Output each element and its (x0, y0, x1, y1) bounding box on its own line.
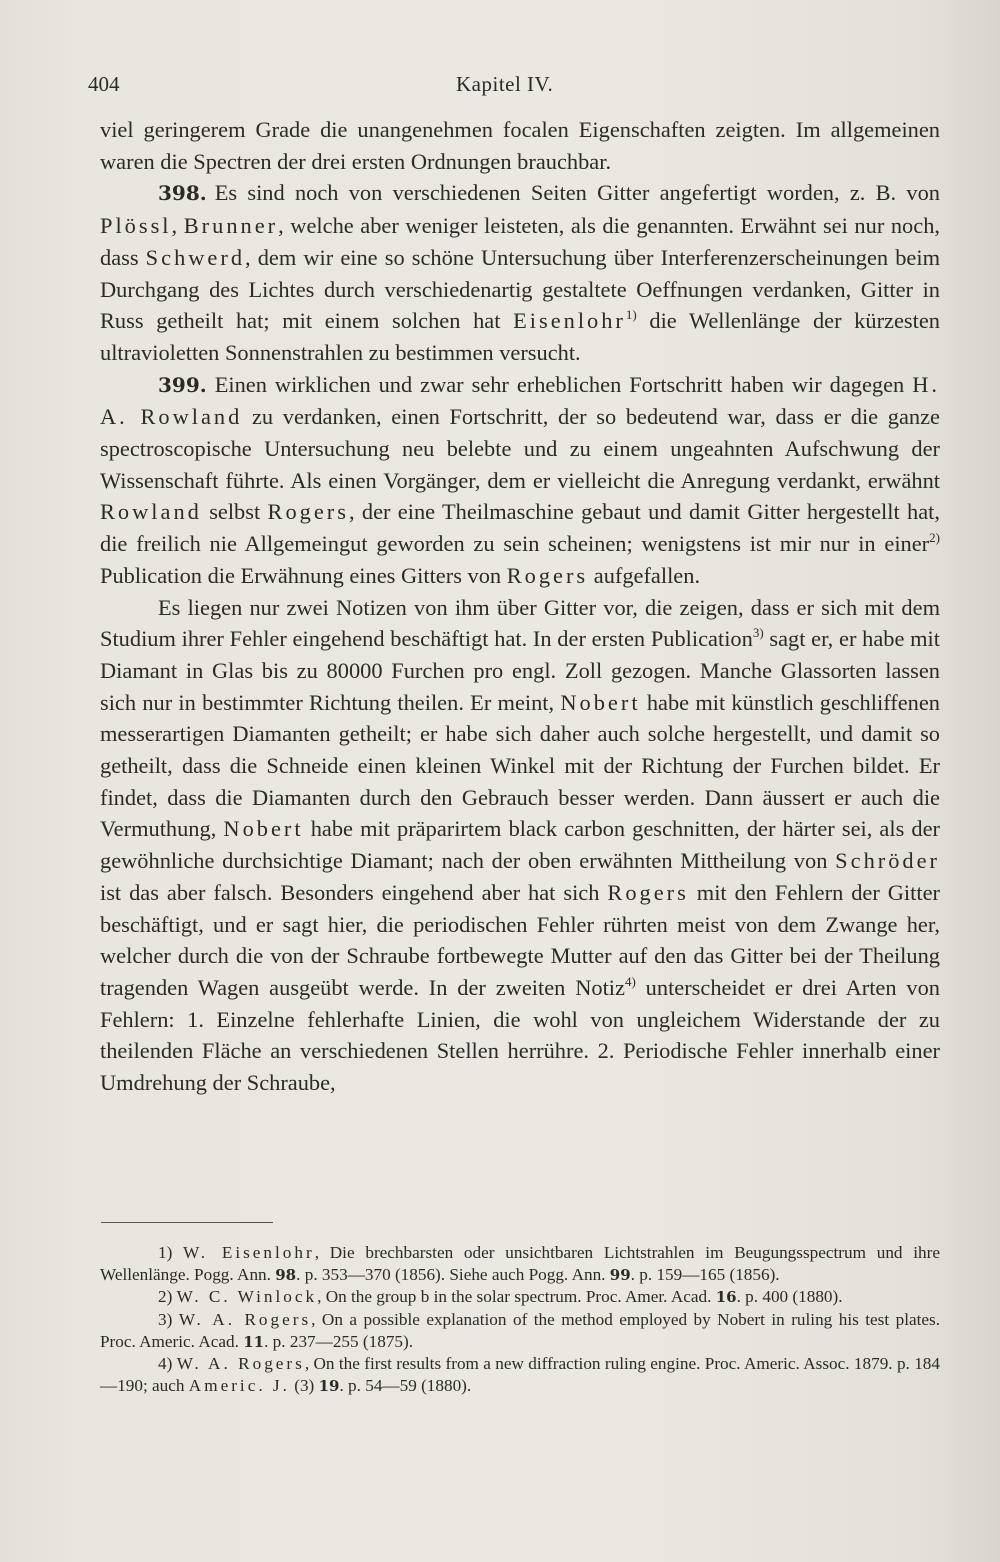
footnote-ref: 3) (752, 625, 764, 641)
page-header (88, 72, 948, 102)
footnote-ref: 1) (625, 307, 637, 323)
footnote: 2) W. C. Winlock, On the group b in the solar spectrum. Proc. Amer. Acad. 16. p. 400 (1880). (158, 1287, 843, 1307)
footnote: 4) W. A. Rogers, On the first results from a new diffraction ruling engine. Proc. Americ. Assoc. 1879. p. 184—190; auch Americ. J. (3) 19. p. 54—59 (1880). (100, 1354, 940, 1396)
author-name: Schwerd (145, 244, 246, 270)
footnote-divider (101, 1222, 273, 1223)
author-name: Plössl (100, 213, 172, 239)
footnote-author: W. A. Rogers (178, 1309, 312, 1329)
main-text (100, 114, 940, 1099)
author-name: Rowland (100, 499, 202, 525)
author-name: Rogers (607, 879, 689, 905)
author-name: H. A. Rowland (100, 371, 940, 430)
author-name: Nobert (223, 816, 304, 842)
running-head: Kapitel IV. (456, 72, 554, 96)
author-name: Nobert (560, 689, 641, 715)
journal-name: Americ. J. (188, 1376, 290, 1396)
footnote: 1) W. Eisenlohr, Die brechbarsten oder unsichtbaren Lichtstrahlen im Beugungsspectrum und ihre Wellenlänge. Pogg. Ann. 98. p. 353—370 (1856). Siehe auch Pogg. Ann. 99. p. 159—165 (1856). (100, 1243, 941, 1285)
volume-number: 11 (243, 1332, 265, 1351)
volume-number: 98 (275, 1266, 297, 1285)
footnotes (100, 1242, 940, 1397)
paragraph-398: 398. Es sind noch von verschiedenen Seiten Gitter angefertigt worden, z. B. von Plössl, Brunner, welche aber weniger leisteten, als die genannten. Erwähnt sei nur noch, dass Schwerd, dem wir eine so schöne Untersuchung über Interferenzerscheinungen beim Durchgang des Lichtes durch verschiedenartig gestaltete Oeffnungen verdanken, Gitter in Russ getheilt hat; mit einem solchen hat Eisenlohr$^{1)}$ die Wellenlänge der kürzesten ultravioletten Sonnenstrahlen zu bestimmen versucht. (100, 180, 940, 365)
author-name: Rogers (506, 562, 589, 588)
paragraph-continuation: viel geringerem Grade die unangenehmen focalen Eigenschaften zeigten. Im allgemeinen waren die Spectren der drei ersten Ordnungen brauchbar. (100, 117, 940, 174)
section-number: 399. (158, 372, 207, 397)
volume-number: 16 (715, 1288, 737, 1307)
author-name: Eisenlohr (513, 308, 626, 334)
volume-number: 19 (318, 1377, 340, 1396)
footnote-author: W. A. Rogers (176, 1354, 305, 1374)
footnote-author: W. Eisenlohr (183, 1243, 315, 1262)
footnote: 3) W. A. Rogers, On a possible explanation of the method employed by Nobert in ruling his test plates. Proc. Americ. Acad. 11. p. 237—255 (1875). (100, 1309, 940, 1351)
footnote-author: W. C. Winlock (176, 1287, 318, 1307)
section-number: 398. (158, 181, 207, 206)
author-name: Brunner (183, 213, 279, 239)
paragraph-rogers: Es liegen nur zwei Notizen von ihm über Gitter vor, die zeigen, dass er sich mit dem Studium ihrer Fehler eingehend beschäftigt hat. In der ersten Publication$^{3)}$ sagt er, er habe mit Diamant in Glas bis zu 80000 Furchen pro engl. Zoll gezogen. Manche Glassorten lassen sich nur in bestimmter Richtung theilen. Er meint, Nobert habe mit künstlich geschliffenen messerartigen Diamanten getheilt; er habe sich daher auch solche hergestellt, und damit so getheilt, dass die Schneide einen kleinen Winkel mit der Richtung der Furchen bildet. Er findet, dass die Diamanten durch den Gebrauch besser werden. Dann äussert er auch die Vermuthung, Nobert habe mit präparirtem black carbon geschnitten, der härter sei, als der gewöhnliche durchsichtige Diamant; nach der oben erwähnten Mittheilung von Schröder ist das aber falsch. Besonders eingehend aber hat sich Rogers mit den Fehlern der Gitter beschäftigt, und er sagt hier, die periodischen Fehler rührten meist von dem Zwange her, welcher durch die von der Schraube fortbewegte Mutter auf den das Gitter bei der Theilung tragenden Wagen ausgeübt werde. In der zweiten Notiz$^{4)}$ unterscheidet er drei Arten von Fehlern: 1. Einzelne fehlerhafte Linien, die wohl von ungleichem Widerstande der zu theilenden Fläche an verschiedenen Stellen herrühre. 2. Periodische Fehler innerhalb einer Umdrehung der Schraube, (100, 594, 940, 1096)
author-name: Schröder (835, 848, 940, 874)
footnote-ref: 2) (929, 530, 940, 546)
paragraph-399: 399. Einen wirklichen und zwar sehr erheblichen Fortschritt haben wir dagegen H. A. Rowland zu verdanken, einen Fortschritt, der so bedeutend war, dass er die ganze spectroscopische Untersuchung neu belebte und zu einem ungeahnten Aufschwung der Wissenschaft führte. Als einen Vorgänger, dem er vielleicht die Anregung verdankt, erwähnt Rowland selbst Rogers, der eine Theilmaschine gebaut und damit Gitter hergestellt hat, die freilich nie Allgemeingut geworden zu sein scheinen; wenigstens ist mir nur in einer$^{2)}$ Publication die Erwähnung eines Gitters von Rogers aufgefallen. (100, 371, 940, 588)
footnote-ref: 4) (624, 973, 636, 989)
page-number: 404 (88, 72, 120, 96)
author-name: Rogers (267, 499, 349, 525)
volume-number: 99 (609, 1266, 631, 1285)
